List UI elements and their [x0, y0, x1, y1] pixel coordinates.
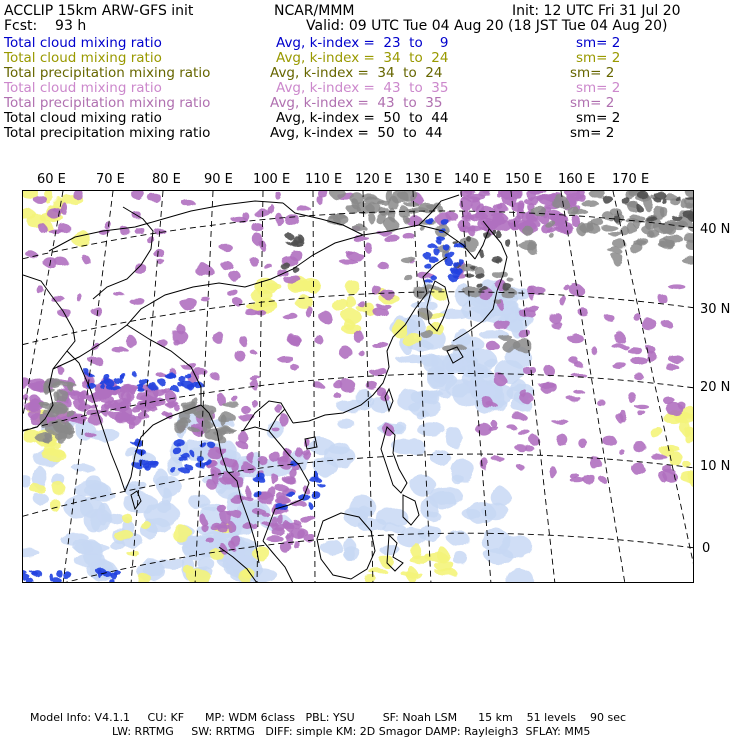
- lon-label: 70 E: [96, 172, 125, 187]
- legend-smoothing: sm= 2: [576, 50, 621, 66]
- legend-field: Total cloud mixing ratio: [4, 50, 162, 66]
- legend-smoothing: sm= 2: [576, 110, 621, 126]
- legend-range: Avg, k-index = 34 to 24: [270, 65, 443, 81]
- lon-label: 140 E: [454, 172, 492, 187]
- lon-label: 130 E: [405, 172, 443, 187]
- lat-label: 40 N: [700, 222, 731, 237]
- lon-label: 150 E: [505, 172, 543, 187]
- legend-smoothing: sm= 2: [576, 80, 621, 96]
- legend-range: Avg, k-index = 23 to 9: [276, 35, 449, 51]
- legend-range: Avg, k-index = 50 to 44: [276, 110, 449, 126]
- legend-range: Avg, k-index = 43 to 35: [270, 95, 443, 111]
- plot-title: ACCLIP 15km ARW-GFS init: [4, 3, 194, 19]
- legend-range: Avg, k-index = 50 to 44: [270, 125, 443, 141]
- legend-smoothing: sm= 2: [570, 95, 615, 111]
- valid-time: Valid: 09 UTC Tue 04 Aug 20 (18 JST Tue 04 Aug 20): [306, 18, 668, 34]
- institution-label: NCAR/MMM: [274, 3, 355, 19]
- init-time: Init: 12 UTC Fri 31 Jul 20: [512, 3, 681, 19]
- model-info-line1: Model Info: V4.1.1 CU: KF MP: WDM 6class PBL: YSU SF: Noah LSM 15 km 51 levels 90 sec: [30, 711, 627, 724]
- lon-label: 110 E: [305, 172, 343, 187]
- lat-label: 10 N: [700, 459, 731, 474]
- legend-field: Total precipitation mixing ratio: [4, 125, 211, 141]
- map-canvas: [23, 191, 694, 583]
- legend-smoothing: sm= 2: [576, 35, 621, 51]
- legend-range: Avg, k-index = 43 to 35: [276, 80, 449, 96]
- lon-label: 60 E: [37, 172, 66, 187]
- forecast-hour: Fcst: 93 h: [4, 18, 87, 34]
- lon-label: 100 E: [253, 172, 291, 187]
- lat-label: 20 N: [700, 380, 731, 395]
- model-info-line2: LW: RRTMG SW: RRTMG DIFF: simple KM: 2D Smagor DAMP: Rayleigh3 SFLAY: MM5: [112, 725, 591, 738]
- forecast-map: [22, 190, 694, 583]
- lat-label: 30 N: [700, 302, 731, 317]
- lon-label: 120 E: [355, 172, 393, 187]
- lon-label: 90 E: [204, 172, 233, 187]
- legend-field: Total cloud mixing ratio: [4, 35, 162, 51]
- lon-label: 170 E: [612, 172, 650, 187]
- legend-field: Total cloud mixing ratio: [4, 80, 162, 96]
- lat-label: 0: [702, 541, 711, 556]
- lon-label: 80 E: [152, 172, 181, 187]
- lon-label: 160 E: [558, 172, 596, 187]
- legend-smoothing: sm= 2: [570, 65, 615, 81]
- legend-field: Total precipitation mixing ratio: [4, 95, 211, 111]
- legend-field: Total cloud mixing ratio: [4, 110, 162, 126]
- legend-field: Total precipitation mixing ratio: [4, 65, 211, 81]
- legend-range: Avg, k-index = 34 to 24: [276, 50, 449, 66]
- legend-smoothing: sm= 2: [570, 125, 615, 141]
